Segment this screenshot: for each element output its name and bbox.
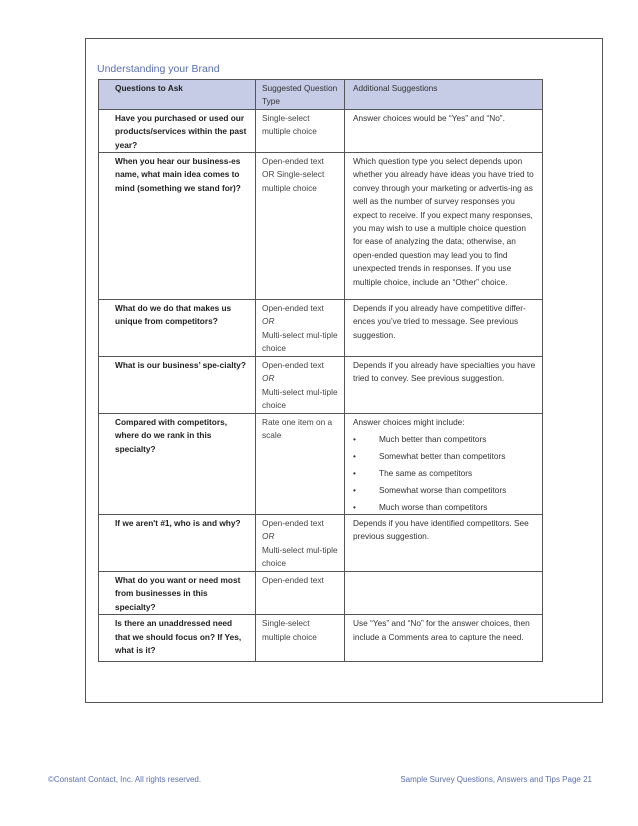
question-type-line: Multi-select mul-tiple choice [262, 544, 338, 569]
question-cell: If we aren't #1, who is and why? [99, 514, 256, 571]
table-row [99, 615, 543, 662]
question-cell: What do we do that makes us unique from competitors? [99, 300, 256, 357]
question-cell: Is there an unaddressed need that we should focus on? If Yes, what is it? [99, 615, 256, 662]
table-row [99, 571, 543, 614]
suggestion-cell [345, 514, 543, 571]
question-type-line: Open-ended text [262, 360, 324, 371]
suggestion-cell [345, 615, 543, 662]
question-type-line: Open-ended text [262, 303, 324, 314]
suggestion-text: Answer choices would be “Yes” and “No”. [353, 112, 505, 123]
suggestion-text: Answer choices might include: [353, 417, 465, 428]
bullet-text: Somewhat worse than competitors [379, 484, 507, 495]
bullet-item [353, 433, 536, 446]
suggestion-cell [345, 109, 543, 152]
question-cell: Have you purchased or used our products/services within the past year? [99, 109, 256, 152]
bullet-icon: • [353, 484, 356, 495]
header-question-type: Suggested Question Type [256, 80, 345, 110]
bullet-text: The same as competitors [379, 467, 473, 478]
question-cell: What is our business’ spe-cialty? [99, 357, 256, 414]
question-type-line: OR [262, 531, 275, 542]
header-questions: Questions to Ask [99, 80, 256, 110]
footer-copyright: ©Constant Contact, Inc. All rights reserved. [48, 775, 202, 784]
suggestion-text: Depends if you already have competitive differ-ences you’ve tried to message. See previous suggestion. [353, 303, 526, 340]
bullet-icon: • [353, 450, 356, 461]
question-type-line: OR Single-select [262, 169, 325, 180]
bullet-item [353, 467, 536, 480]
suggestion-cell [345, 300, 543, 357]
question-type-line: OR [262, 316, 275, 327]
suggestion-text: Use “Yes” and “No” for the answer choices, then include a Comments area to capture the need. [353, 618, 530, 642]
question-type-line: multiple choice [262, 182, 317, 193]
question-type-cell [256, 571, 345, 614]
question-type-line: Open-ended text [262, 574, 324, 585]
question-type-cell [256, 357, 345, 414]
table-row [99, 109, 543, 152]
table-row [99, 153, 543, 300]
question-type-line: multiple choice [262, 126, 317, 137]
question-type-cell [256, 414, 345, 515]
question-type-line: Open-ended text [262, 517, 324, 528]
suggestion-text: Depends if you already have specialties you have tried to convey. See previous suggestion. [353, 360, 536, 384]
footer-page-label: Sample Survey Questions, Answers and Tips Page 21 [400, 775, 592, 784]
bullet-item [353, 484, 536, 497]
table-header-row [99, 80, 543, 110]
question-type-line: multiple choice [262, 631, 317, 642]
bullet-item [353, 450, 536, 463]
suggestion-cell [345, 153, 543, 300]
bullet-text: Much worse than competitors [379, 501, 488, 512]
question-type-line: OR [262, 373, 275, 384]
question-type-cell [256, 514, 345, 571]
question-cell: Compared with competitors, where do we rank in this specialty? [99, 414, 256, 515]
table-row [99, 357, 543, 414]
table-row [99, 514, 543, 571]
bullet-icon: • [353, 467, 356, 478]
question-type-line: Single-select [262, 618, 310, 629]
bullet-text: Much better than competitors [379, 433, 487, 444]
suggestion-text: Depends if you have identified competitors. See previous suggestion. [353, 517, 529, 542]
question-type-line: Rate one item on a scale [262, 417, 333, 441]
question-type-line: Open-ended text [262, 156, 324, 167]
table-row [99, 300, 543, 357]
bullet-icon: • [353, 433, 356, 444]
bullet-text: Somewhat better than competitors [379, 450, 506, 461]
section-title: Understanding your Brand [97, 63, 220, 75]
question-type-cell [256, 615, 345, 662]
bullet-icon: • [353, 501, 356, 512]
header-suggestions: Additional Suggestions [345, 80, 543, 110]
suggestion-text: Which question type you select depends upon whether you already have ideas you have tried to convey through your marketing or advertis-ing as well as the number of survey responses you expect to receive. If you expect many responses, you may wish to use a multiple choice question for ease of analyzing the data; otherwise, an open-ended question may lead you to find unexpected trends in responses. If you use multiple choice, include an “Other” choice. [353, 156, 534, 287]
question-type-cell [256, 153, 345, 300]
question-type-cell [256, 109, 345, 152]
suggestion-cell [345, 357, 543, 414]
question-cell: When you hear our business-es name, what main idea comes to mind (something we stand for)? [99, 153, 256, 300]
bullet-item [353, 501, 536, 514]
question-type-line: Multi-select mul-tiple choice [262, 386, 338, 411]
question-cell: What do you want or need most from businesses in this specialty? [99, 571, 256, 614]
table-row [99, 414, 543, 515]
question-type-line: Single-select [262, 112, 310, 123]
question-type-line: Multi-select mul-tiple choice [262, 329, 338, 354]
suggestion-cell [345, 414, 543, 515]
questions-table [98, 79, 543, 662]
question-type-cell [256, 300, 345, 357]
suggestion-cell [345, 571, 543, 614]
